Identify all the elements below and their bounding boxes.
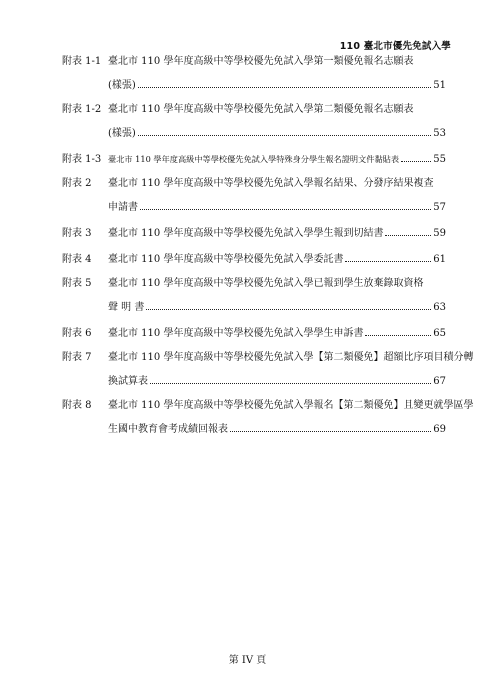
dot-leader [150, 374, 431, 384]
toc-title: 臺北市 110 學年度高級中等學校優先免試入學委託書 [108, 254, 344, 265]
toc-title-continued: (樣張) [108, 80, 136, 91]
toc-label: 附表 1-1 [62, 56, 102, 67]
toc-entry-3 [62, 226, 446, 238]
toc-page-number: 65 [433, 328, 446, 339]
toc-line [62, 226, 446, 238]
dot-leader [140, 200, 431, 210]
toc-title: 臺北市 110 學年度高級中等學校優先免試入學第一類優免報名志願表 [108, 56, 414, 67]
toc-page-number: 59 [433, 228, 446, 239]
toc-page-number: 61 [433, 254, 446, 265]
toc-line-continued [62, 422, 446, 434]
toc-title-continued: 申請書 [108, 202, 138, 213]
toc-entry-8 [62, 400, 474, 435]
toc-line [62, 56, 446, 68]
toc-title-continued: 換試算表 [108, 376, 148, 387]
toc-entry-5 [62, 278, 446, 312]
toc-label: 附表 6 [62, 328, 92, 339]
toc-entry-4 [62, 252, 446, 264]
toc-title: 臺北市 110 學年度高級中等學校優先免試入學報名結果、分發序結果複查 [108, 178, 434, 189]
toc-title: 臺北市 110 學年度高級中等學校優先免試入學學生報到切結書 [108, 228, 384, 239]
toc-title: 臺北市 110 學年度高級中等學校優先免試入學【第二類優免】超額比序項目積分轉 [108, 352, 474, 363]
toc-page-number: 57 [433, 202, 446, 213]
dot-leader [365, 326, 431, 336]
toc-entry-6 [62, 326, 446, 338]
toc-page-number: 67 [433, 376, 446, 387]
toc-title-continued: (樣張) [108, 128, 136, 139]
toc-label: 附表 3 [62, 228, 92, 239]
toc-page-number: 63 [433, 302, 446, 313]
toc-page-number: 55 [433, 154, 446, 165]
toc-line [62, 278, 446, 290]
toc-title: 臺北市 110 學年度高級中等學校優先免試入學學生申訴書 [108, 328, 364, 339]
toc-line [62, 152, 446, 164]
dot-leader [401, 152, 431, 162]
toc-line [62, 326, 446, 338]
toc-label: 附表 1-2 [62, 104, 102, 115]
toc-title-continued: 聲 明 書 [108, 302, 145, 313]
toc-page-number: 51 [433, 80, 446, 91]
dot-leader [138, 78, 431, 88]
toc-page-number: 53 [433, 128, 446, 139]
toc-line [62, 104, 446, 116]
toc-line [62, 178, 446, 190]
toc-label: 附表 5 [62, 278, 92, 289]
toc-line-continued [62, 126, 446, 138]
toc-label: 附表 1-3 [62, 154, 102, 165]
dot-leader [345, 252, 431, 262]
toc-line-continued [62, 300, 446, 312]
table-of-contents [62, 56, 474, 448]
toc-entry-1-1 [62, 56, 446, 90]
toc-line-continued [62, 200, 446, 212]
toc-title: 臺北市 110 學年度高級中等學校優先免試入學第二類優免報名志願表 [108, 104, 414, 115]
toc-title: 臺北市 110 學年度高級中等學校優先免試入學報名【第二類優免】且變更就學區學 [108, 400, 474, 411]
toc-label: 附表 8 [62, 400, 92, 411]
toc-entry-1-2 [62, 104, 446, 138]
document-header: 110 臺北市優先免試入學 [339, 41, 451, 52]
toc-line-continued [62, 374, 446, 386]
dot-leader [146, 300, 431, 310]
toc-label: 附表 4 [62, 254, 92, 265]
dot-leader [385, 226, 431, 236]
toc-page-number: 69 [433, 424, 446, 435]
page-footer: 第 IV 頁 [228, 655, 267, 666]
toc-label: 附表 2 [62, 178, 92, 189]
toc-title: 臺北市 110 學年度高級中等學校優先免試入學特殊身分學生報名證明文件黏貼表 [108, 154, 400, 164]
toc-entry-2 [62, 178, 446, 212]
dot-leader [138, 126, 431, 136]
toc-line [62, 400, 474, 412]
toc-line-continued [62, 78, 446, 90]
dot-leader [230, 422, 431, 432]
toc-label: 附表 7 [62, 352, 92, 363]
toc-entry-1-3 [62, 152, 446, 164]
toc-entry-7 [62, 352, 474, 387]
toc-line [62, 352, 474, 364]
toc-title: 臺北市 110 學年度高級中等學校優先免試入學已報到學生放棄錄取資格 [108, 278, 424, 289]
toc-line [62, 252, 446, 264]
toc-title-continued: 生國中教育會考成績回報表 [108, 424, 228, 435]
